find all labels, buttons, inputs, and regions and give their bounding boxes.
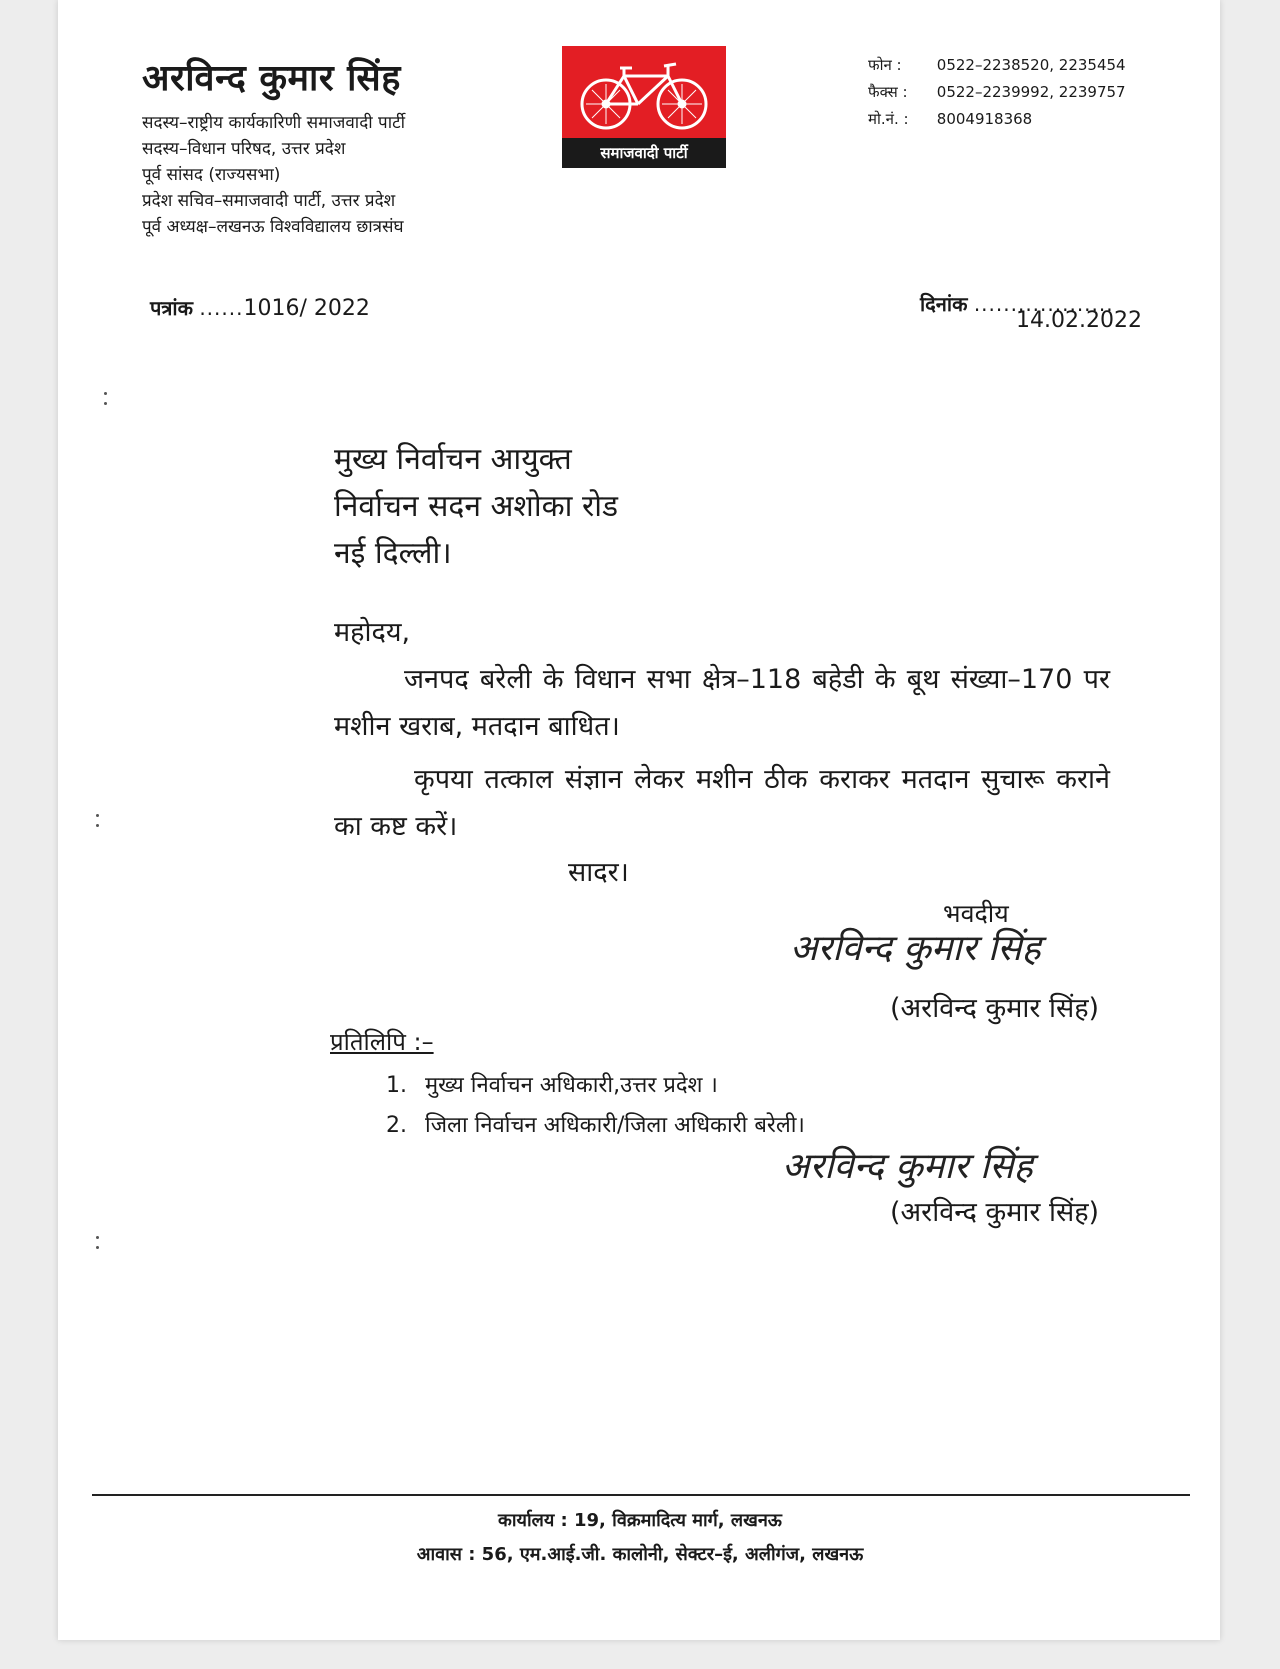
reference-number: [150, 294, 370, 321]
mobile-value: 8004918368: [936, 110, 1033, 128]
residence-address: आवास : 56, एम.आई.जी. कालोनी, सेक्टर–ई, अलीगंज, लखनऊ: [416, 1544, 864, 1565]
list-item: [386, 1106, 805, 1146]
addressee-block: [334, 436, 618, 577]
scan-speck: [96, 814, 99, 817]
body-paragraph: जनपद बरेली के विधान सभा क्षेत्र–118 बहेडी के बूथ संख्या–170 पर मशीन खराब, मतदान बाधित।: [334, 664, 1110, 742]
fax-row: [868, 79, 1126, 106]
mobile-label: मो.नं. :: [868, 110, 909, 128]
signature: अरविन्द कुमार सिंह: [782, 1146, 1033, 1187]
copies-list: [386, 1066, 805, 1146]
phone-row: [868, 52, 1126, 79]
phone-label: फोन :: [868, 56, 902, 74]
fax-label: फैक्स :: [868, 83, 908, 101]
copies-heading: प्रतिलिपि :–: [330, 1028, 434, 1056]
body-paragraph: कृपया तत्काल संज्ञान लेकर मशीन ठीक कराकर मतदान सुचारू कराने का कष्ट करें।: [334, 764, 1110, 842]
date-dots: ...................: [973, 292, 1114, 316]
scan-speck: [104, 392, 107, 395]
sender-name: अरविन्द कुमार सिंह: [142, 58, 401, 99]
addressee-line: नई दिल्ली।: [334, 536, 452, 571]
designation-line: पूर्व सांसद (राज्यसभा): [142, 165, 281, 185]
list-item-text: मुख्य निर्वाचन अधिकारी,उत्तर प्रदेश ।: [425, 1073, 718, 1098]
reference-value: 1016/ 2022: [243, 296, 370, 321]
yours-faithfully: भवदीय: [943, 899, 1009, 928]
list-item-number: 1.: [386, 1073, 407, 1098]
addressee-line: मुख्य निर्वाचन आयुक्त: [334, 442, 572, 477]
list-item-number: 2.: [386, 1113, 407, 1138]
reference-dots: ......: [199, 296, 244, 320]
list-item: [386, 1066, 805, 1106]
designation-line: पूर्व अध्यक्ष–लखनऊ विश्वविद्यालय छात्रसंघ: [142, 217, 404, 237]
office-address: कार्यालय : 19, विक्रमादित्य मार्ग, लखनऊ: [498, 1510, 782, 1531]
date-value: 14.02.2022: [1016, 308, 1142, 333]
mobile-row: [868, 106, 1126, 133]
scan-speck: [104, 402, 107, 405]
fax-value: 0522–2239992, 2239757: [936, 83, 1126, 101]
salutation: महोदय,: [334, 617, 411, 648]
list-item-text: जिला निर्वाचन अधिकारी/जिला अधिकारी बरेली।: [425, 1113, 805, 1138]
scan-speck: [96, 1246, 99, 1249]
footer-divider: [92, 1494, 1190, 1496]
addressee-line: निर्वाचन सदन अशोका रोड: [334, 489, 619, 524]
phone-value: 0522–2238520, 2235454: [936, 56, 1126, 74]
letter-date: [920, 290, 1142, 333]
designation-line: सदस्य–विधान परिषद, उत्तर प्रदेश: [142, 139, 346, 159]
designation-line: सदस्य–राष्ट्रीय कार्यकारिणी समाजवादी पार्टी: [142, 113, 406, 133]
signatory-name: (अरविन्द कुमार सिंह): [890, 1197, 1100, 1228]
sender-designations: [142, 110, 405, 240]
scan-speck: [96, 1236, 99, 1239]
signature: अरविन्द कुमार सिंह: [790, 928, 1041, 969]
reference-label: पत्रांक: [150, 296, 193, 320]
contact-block: [868, 52, 1126, 133]
party-logo: [562, 46, 726, 168]
designation-line: प्रदेश सचिव–समाजवादी पार्टी, उत्तर प्रदेश: [142, 191, 396, 211]
signatory-name: (अरविन्द कुमार सिंह): [890, 993, 1100, 1024]
bicycle-icon: [576, 54, 712, 134]
scan-speck: [96, 824, 99, 827]
logo-label: समाजवादी पार्टी: [562, 138, 726, 168]
closing: सादर।: [568, 857, 629, 888]
date-label: दिनांक: [920, 292, 968, 316]
